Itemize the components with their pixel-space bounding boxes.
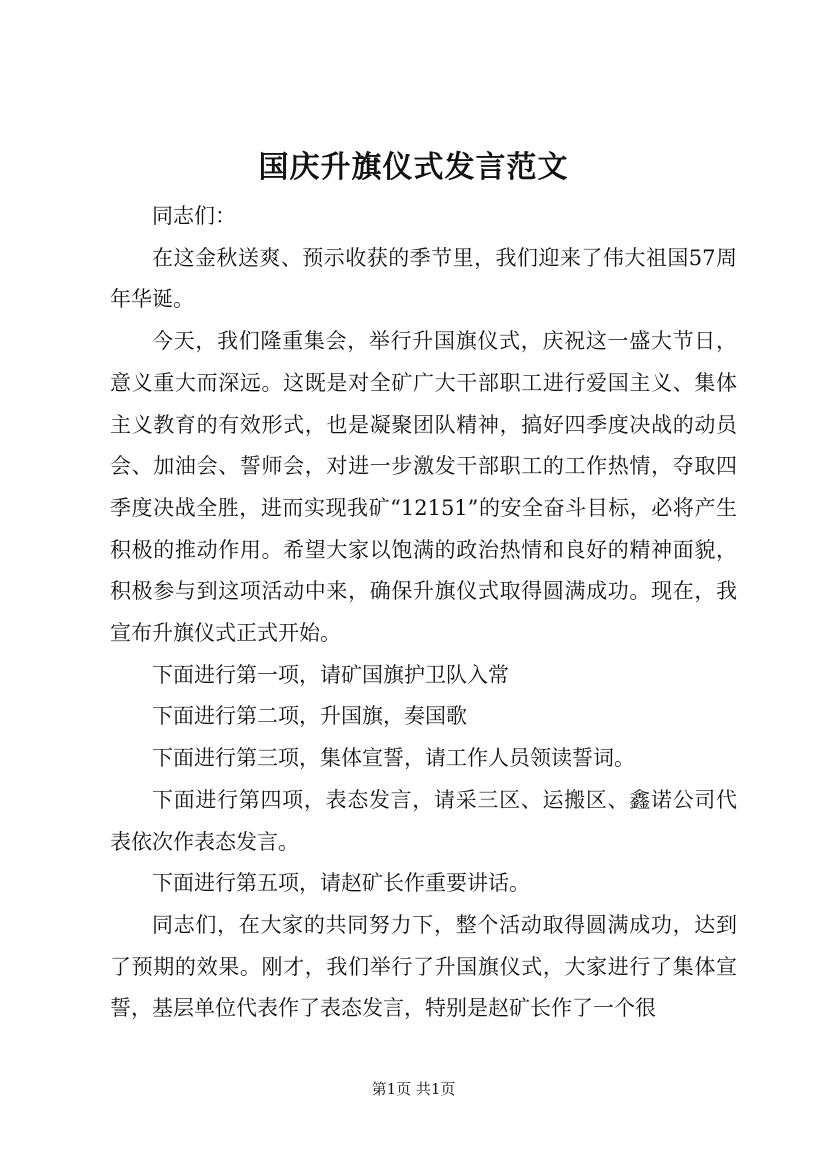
paragraph-step-4: 下面进行第四项，表态发言，请采三区、运搬区、鑫诺公司代表依次作表态发言。 <box>110 787 737 854</box>
paragraph-opening: 今天，我们隆重集会，举行升国旗仪式，庆祝这一盛大节日，意义重大而深远。这既是对全矿广大干部职工进行爱国主义、集体主义教育的有效形式，也是凝聚团队精神，搞好四季度决战的动员会、加油会、誓师会，对进一步激发干部职工的工作热情，夺取四季度决战全胜，进而实现我矿“12151”的安全奋斗目标，必将产生积极的推动作用。希望大家以饱满的政治热情和良好的精神面貌，积极参与到这项活动中来，确保升旗仪式取得圆满成功。现在，我宣布升旗仪式正式开始。 <box>110 329 737 646</box>
document-body <box>110 196 737 1030</box>
paragraph-step-1: 下面进行第一项，请矿国旗护卫队入常 <box>152 662 509 687</box>
paragraph-closing: 同志们，在大家的共同努力下，整个活动取得圆满成功，达到了预期的效果。刚才，我们举行了升国旗仪式，大家进行了集体宣誓，基层单位代表作了表态发言，特别是赵矿长作了一个很 <box>110 912 737 1021</box>
paragraph-step-3: 下面进行第三项，集体宣誓，请工作人员领读誓词。 <box>152 746 635 771</box>
paragraph-intro: 在这金秋送爽、预示收获的季节里，我们迎来了伟大祖国57周年华诞。 <box>110 245 737 312</box>
paragraph-greeting: 同志们： <box>152 204 236 228</box>
paragraph-step-5: 下面进行第五项，请赵矿长作重要讲话。 <box>152 871 530 896</box>
page-footer: 第1页 共1页 <box>371 1080 456 1098</box>
paragraph-step-2: 下面进行第二项，升国旗，奏国歌 <box>152 704 467 729</box>
document-title: 国庆升旗仪式发言范文 <box>258 150 569 185</box>
